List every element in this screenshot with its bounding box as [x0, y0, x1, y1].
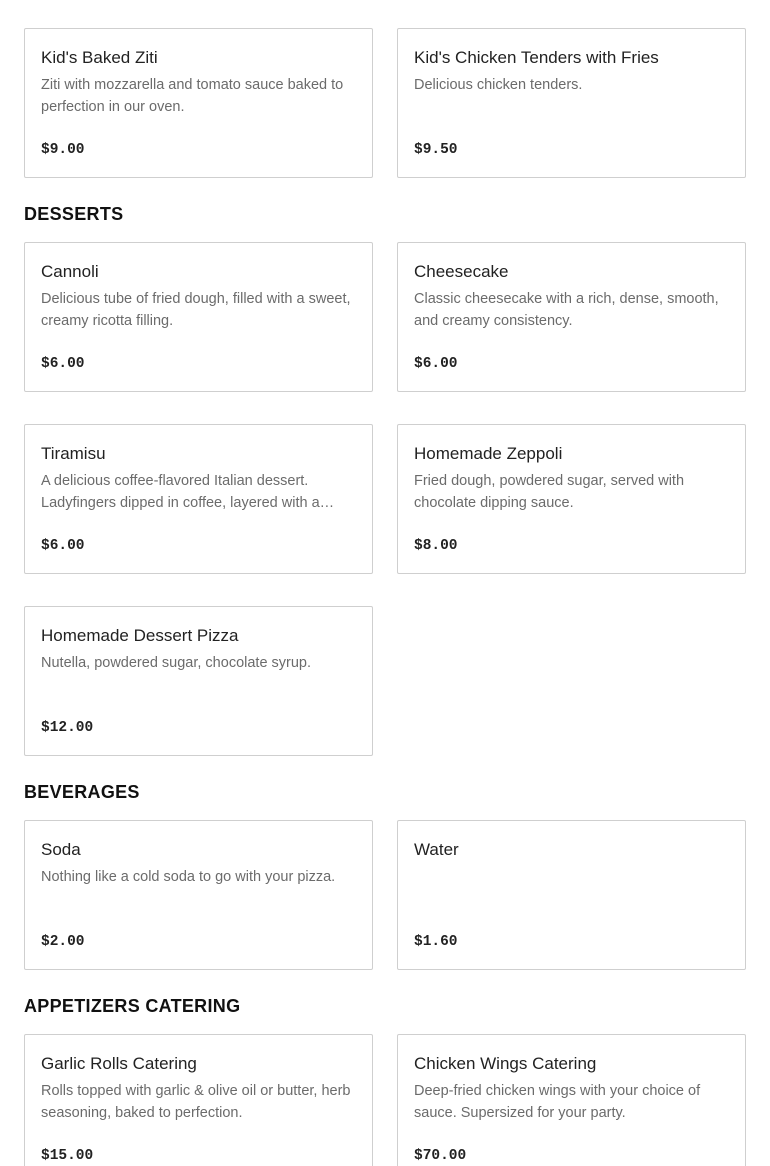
menu-item-card[interactable] [24, 28, 373, 178]
menu-section-kids [24, 28, 746, 178]
menu-item-price: $15.00 [41, 1148, 94, 1164]
menu-item-name: Chicken Wings Catering [414, 1054, 597, 1073]
menu-item-grid [24, 820, 746, 970]
section-title: APPETIZERS CATERING [24, 996, 241, 1016]
menu-item-description: Ziti with mozzarella and tomato sauce baked to perfection in our oven. [41, 77, 344, 115]
menu-item-description: Classic cheesecake with a rich, dense, smooth, and creamy consistency. [414, 291, 719, 329]
menu-item-name: Cannoli [41, 262, 99, 281]
menu-item-description: Deep-fried chicken wings with your choice of sauce. Supersized for your party. [414, 1083, 701, 1121]
section-title: BEVERAGES [24, 782, 140, 802]
menu-item-name: Kid's Chicken Tenders with Fries [414, 48, 659, 67]
menu-item-card[interactable] [24, 1034, 373, 1166]
menu-item-description: Rolls topped with garlic & olive oil or butter, herb seasoning, baked to perfection. [41, 1083, 351, 1121]
menu-item-price: $6.00 [41, 356, 85, 372]
menu-item-card[interactable] [397, 242, 746, 392]
menu-item-name: Garlic Rolls Catering [41, 1054, 197, 1073]
menu-item-card[interactable] [397, 28, 746, 178]
menu-item-grid [24, 1034, 746, 1166]
menu-item-name: Water [414, 840, 459, 859]
menu-item-description: A delicious coffee-flavored Italian dessert. Ladyfingers dipped in coffee, layered with a… [41, 473, 335, 511]
menu-item-card[interactable] [397, 424, 746, 574]
menu-item-grid [24, 28, 746, 178]
menu-item-price: $9.50 [414, 142, 458, 158]
menu-item-price: $8.00 [414, 538, 458, 554]
menu-item-price: $9.00 [41, 142, 85, 158]
menu-item-name: Homemade Dessert Pizza [41, 626, 239, 645]
menu-item-price: $70.00 [414, 1148, 467, 1164]
section-title: DESSERTS [24, 204, 124, 224]
menu-item-description [414, 866, 729, 910]
menu-item-description: Nutella, powdered sugar, chocolate syrup. [41, 655, 312, 671]
menu-item-name: Soda [41, 840, 81, 859]
menu-item-card[interactable] [24, 424, 373, 574]
menu-item-price: $2.00 [41, 934, 85, 950]
menu-item-name: Homemade Zeppoli [414, 444, 563, 463]
menu-item-card[interactable] [24, 820, 373, 970]
menu-item-name: Cheesecake [414, 262, 509, 281]
menu-item-name: Tiramisu [41, 444, 106, 463]
menu-item-price: $6.00 [41, 538, 85, 554]
menu-item-description: Delicious chicken tenders. [414, 77, 583, 93]
menu-item-name: Kid's Baked Ziti [41, 48, 158, 67]
menu-section-desserts [24, 178, 746, 756]
menu-item-description: Fried dough, powdered sugar, served with chocolate dipping sauce. [414, 473, 685, 511]
menu-item-card[interactable] [397, 820, 746, 970]
menu-page [24, 28, 746, 1166]
menu-item-grid [24, 242, 746, 756]
menu-item-description: Delicious tube of fried dough, filled with a sweet, creamy ricotta filling. [41, 291, 351, 329]
menu-item-card[interactable] [397, 1034, 746, 1166]
menu-section-appetizers-catering [24, 970, 746, 1166]
menu-item-description: Nothing like a cold soda to go with your pizza. [41, 869, 336, 885]
menu-item-price: $6.00 [414, 356, 458, 372]
menu-item-card[interactable] [24, 242, 373, 392]
menu-item-card[interactable] [24, 606, 373, 756]
menu-section-beverages [24, 756, 746, 970]
menu-item-price: $12.00 [41, 720, 94, 736]
menu-item-price: $1.60 [414, 934, 458, 950]
